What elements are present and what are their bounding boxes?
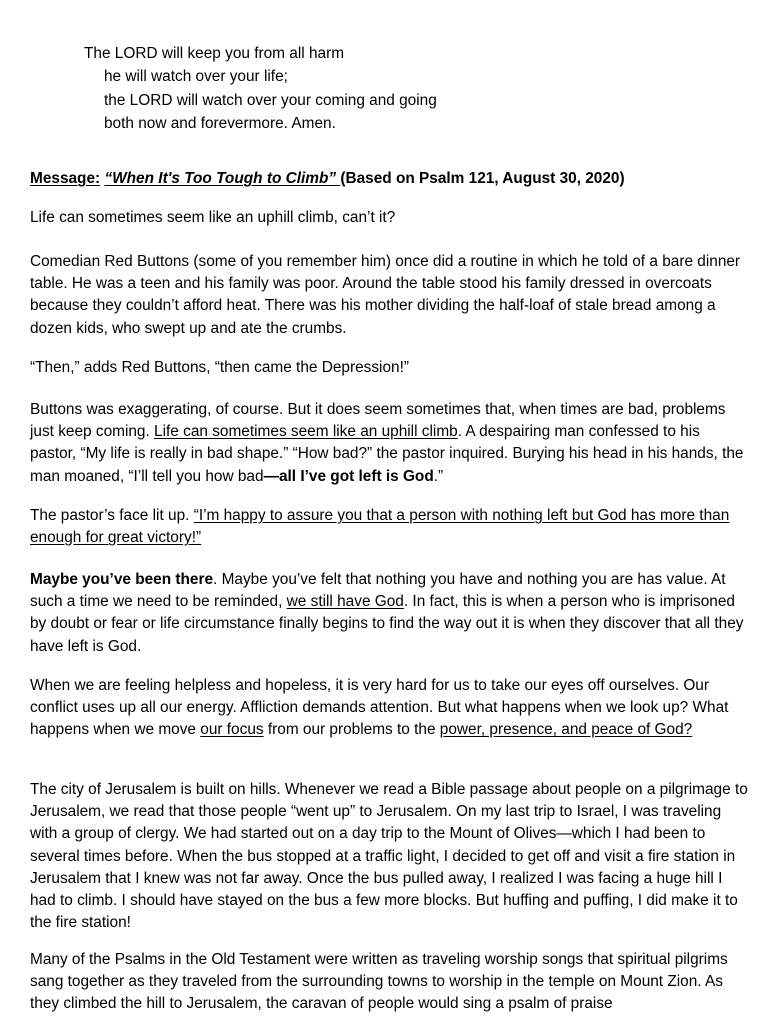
message-heading	[30, 168, 750, 190]
bold-phrase: —all I’ve got left is God	[263, 467, 434, 485]
scripture-line: the LORD will watch over your coming and going	[104, 91, 437, 109]
message-label: Message:	[30, 170, 101, 187]
underlined-quote: “I’m happy to assure you that a person with nothing left but God has more than enough for great victory!”	[30, 507, 730, 547]
paragraph: The pastor’s face lit up. “I’m happy to assure you that a person with nothing left but God has more than enough for great victory!”	[30, 507, 730, 547]
paragraph: Buttons was exaggerating, of course. But it does seem sometimes that, when times are bad, problems just keep coming. Life can sometimes seem like an uphill climb. A despairing man confessed to his pastor, “My life is really in bad shape.” “How bad?” the pastor inquired. Burying his head in his hands, the man moaned, “I’ll tell you how bad—all I’ve got left is God.”	[30, 401, 744, 485]
message-title: “When It's Too Tough to Climb”	[104, 170, 341, 187]
underlined-phrase: Life can sometimes seem like an uphill climb	[154, 423, 458, 441]
scripture-line: The LORD will keep you from all harm	[84, 45, 345, 62]
scripture-line: he will watch over your life;	[104, 68, 288, 86]
underlined-phrase: our focus	[200, 721, 264, 739]
underlined-phrase: power, presence, and peace of God?	[439, 721, 693, 739]
paragraph: Life can sometimes seem like an uphill climb, can’t it?	[30, 209, 396, 226]
paragraph: When we are feeling helpless and hopeless, it is very hard for us to take our eyes off ourselves. Our conflict uses up all our energy. Affliction demands attention. But what happens when we look up? What happens when we move our focus from our problems to the power, presence, and peace of God?	[30, 677, 729, 739]
bold-phrase: Maybe you’ve been there	[30, 571, 214, 588]
scripture-line: both now and forevermore. Amen.	[104, 115, 336, 133]
scripture-passage	[84, 42, 437, 136]
paragraph: Comedian Red Buttons (some of you remember him) once did a routine in which he told of a bare dinner table. He was a teen and his family was poor. Around the table stood his family dressed in overcoats because they couldn’t afford heat. There was his mother dividing the half-loaf of stale bread among a dozen kids, who swept up and ate the crumbs.	[30, 253, 741, 337]
message-source: (Based on Psalm 121, August 30, 2020)	[340, 170, 625, 187]
paragraph: Many of the Psalms in the Old Testament were written as traveling worship songs that spiritual pilgrims sang together as they traveled from the surrounding towns to worship in the temple on Mount Zion. As they climbed the hill to Jerusalem, the caravan of people would sing a psalm of praise	[30, 951, 728, 1013]
paragraph: Maybe you’ve been there. Maybe you’ve felt that nothing you have and nothing you are has value. At such a time we need to be reminded, we still have God. In fact, this is when a person who is imprisoned by doubt or fear or life circumstance finally begins to find the way out it is when they discover that all they have left is God.	[30, 571, 744, 655]
paragraph: “Then,” adds Red Buttons, “then came the Depression!”	[30, 359, 409, 376]
underlined-phrase: we still have God	[286, 593, 404, 611]
paragraph: The city of Jerusalem is built on hills. Whenever we read a Bible passage about people on a pilgrimage to Jerusalem, we read that those people “went up” to Jerusalem. On my last trip to Israel, I was traveling with a group of clergy. We had started out on a day trip to the Mount of Olives—which I had been to several times before. When the bus stopped at a traffic light, I decided to get off and visit a fire station in Jerusalem that I knew was not far away. Once the bus pulled away, I realized I was facing a huge hill I had to climb. I should have stayed on the bus a few more blocks. But huffing and puffing, I did make it to the fire station!	[30, 781, 748, 932]
